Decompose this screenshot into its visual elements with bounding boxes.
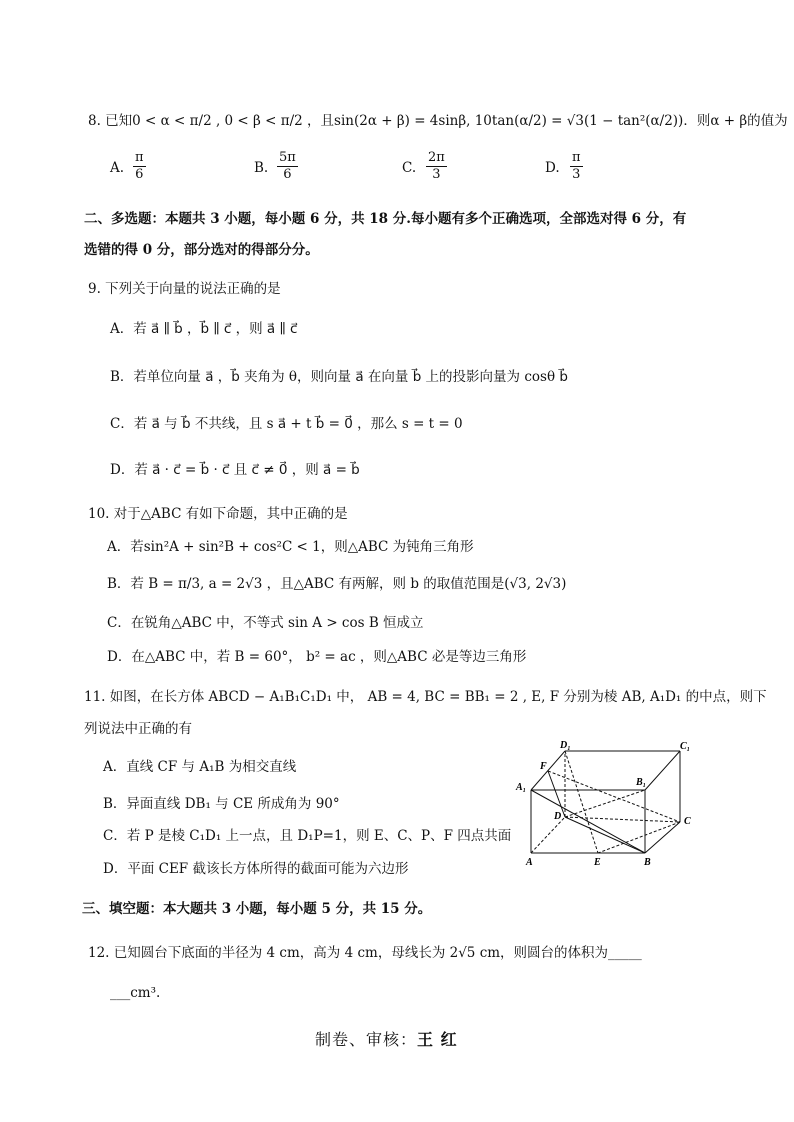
q10-option-a: A．若sin²A + sin²B + cos²C < 1，则△ABC 为钝角三角形 [107, 539, 474, 555]
q8-option-d-fraction [570, 150, 583, 183]
q12-line1: 12. 已知圆台下底面的半径为 4 cm，高为 4 cm，母线长为 2√5 cm，则圆台的体积为_____ [88, 945, 642, 961]
segment-f-c-hidden [548, 771, 680, 822]
edge-b1-c1 [645, 751, 680, 790]
q9-option-d: D．若 a⃗ · c⃗ = b⃗ · c⃗ 且 c⃗ ≠ 0⃗ ，则 a⃗ = b⃗ [110, 462, 360, 478]
q11-option-b: B．异面直线 DB₁ 与 CE 所成角为 90° [103, 796, 340, 812]
q8-option-b-label: B. [254, 160, 269, 176]
label-c1: C₁ [680, 741, 691, 752]
q8-option-a-num: π [135, 150, 144, 165]
q8-option-c-label: C. [402, 160, 417, 176]
edge-a1-d1 [531, 751, 565, 790]
section2-heading-line2: 选错的得 0 分，部分选对的得部分分。 [84, 242, 319, 258]
label-a1: A₁ [516, 782, 527, 793]
q8-option-b-num: 5π [279, 150, 296, 165]
q8-option-d-num: π [572, 150, 581, 165]
label-a: A [526, 857, 533, 868]
q10-option-b: B．若 B = π/3, a = 2√3 ，且△ABC 有两解，则 b 的取值范围是(√3, 2√3) [107, 576, 567, 592]
q8-option-c-den: 3 [432, 167, 441, 182]
segment-d-b [565, 817, 645, 853]
q9-stem: 9. 下列关于向量的说法正确的是 [88, 281, 281, 297]
edge-a-d-hidden [531, 817, 565, 853]
q8-option-b-den: 6 [283, 167, 292, 182]
footer-name: 王 红 [417, 1030, 458, 1049]
q11-option-c: C．若 P 是棱 C₁D₁ 上一点，且 D₁P=1，则 E、C、P、F 四点共面 [103, 828, 512, 844]
q12-line2: ___cm³. [110, 985, 161, 1001]
footer [315, 1027, 458, 1050]
q8-option-c-fraction [426, 150, 447, 183]
edge-b-c [645, 822, 680, 853]
section3-heading: 三、填空题：本大题共 3 小题，每小题 5 分，共 15 分。 [82, 901, 432, 917]
q9-option-b: B．若单位向量 a⃗ ，b⃗ 夹角为 θ，则向量 a⃗ 在向量 b⃗ 上的投影向量为 cosθ b⃗ [110, 369, 568, 385]
cuboid-figure [510, 735, 700, 870]
label-d1: D₁ [560, 740, 571, 751]
q8-option-b-fraction [277, 150, 298, 183]
section2-heading-line1: 二、多选题：本题共 3 小题，每小题 6 分，共 18 分.每小题有多个正确选项，全部选对得 6 分，有 [84, 211, 687, 227]
q8-stem: 8. 已知0 < α < π/2 , 0 < β < π/2 ，且sin(2α + β) = 4sinβ, 10tan(α/2) = √3(1 − tan²(α/2))．则α + β的值为 [88, 113, 788, 129]
q8-option-a-den: 6 [135, 167, 144, 182]
label-b: B [644, 857, 651, 868]
q11-stem-line2: 列说法中正确的有 [84, 721, 192, 737]
label-f: F [540, 761, 547, 772]
label-b1: B₁ [636, 777, 647, 788]
label-d: D [554, 811, 562, 822]
q8-option-c-num: 2π [428, 150, 445, 165]
q10-stem: 10. 对于△ABC 有如下命题，其中正确的是 [88, 506, 348, 522]
segment-a1-b [531, 790, 645, 853]
q10-option-c: C．在锐角△ABC 中，不等式 sin A > cos B 恒成立 [107, 615, 424, 631]
q11-option-d: D．平面 CEF 截该长方体所得的截面可能为六边形 [103, 861, 409, 877]
q8-option-d-label: D. [545, 160, 560, 176]
q11-option-a: A．直线 CF 与 A₁B 为相交直线 [103, 759, 297, 775]
q11-stem-line1: 11. 如图，在长方体 ABCD − A₁B₁C₁D₁ 中， AB = 4, BC = BB₁ = 2 , E, F 分别为棱 AB, A₁D₁ 的中点，则下 [84, 689, 767, 705]
label-c: C [684, 816, 691, 827]
footer-label: 制卷、审核： [315, 1030, 418, 1049]
label-e: E [594, 857, 601, 868]
q10-option-d: D．在△ABC 中，若 B = 60°， b² = ac ，则△ABC 必是等边三角形 [107, 649, 527, 665]
q8-option-a-label: A. [110, 160, 125, 176]
segment-d1-e-hidden [565, 751, 598, 853]
edge-d-c-hidden [565, 817, 680, 822]
q9-option-a: A．若 a⃗ ∥ b⃗ ，b⃗ ∥ c⃗ ，则 a⃗ ∥ c⃗ [110, 321, 298, 337]
q8-option-a-fraction [133, 150, 146, 183]
q8-option-d-den: 3 [572, 167, 581, 182]
q9-option-c: C．若 a⃗ 与 b⃗ 不共线，且 s a⃗ + t b⃗ = 0⃗ ，那么 s = t = 0 [110, 416, 463, 432]
